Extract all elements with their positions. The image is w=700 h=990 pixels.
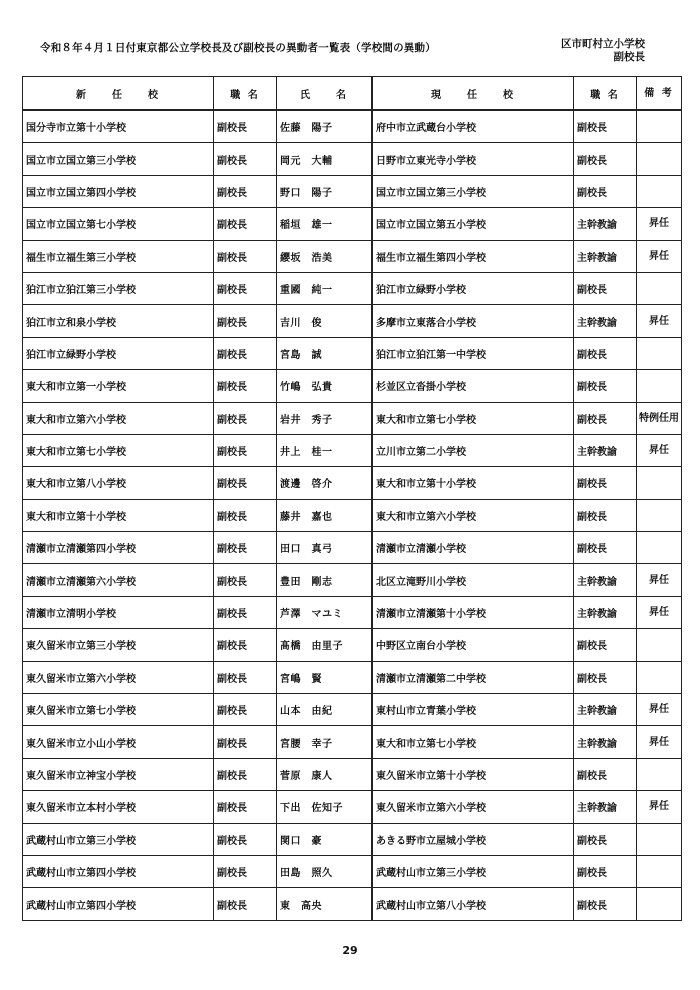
current-position-cell: 副校長 <box>574 758 637 790</box>
current-position-cell: 主幹教諭 <box>574 564 637 596</box>
new-school-cell: 国立市立国立第七小学校 <box>23 208 214 240</box>
remarks-cell: 昇任 <box>637 564 682 596</box>
new-position-cell: 副校長 <box>214 337 277 369</box>
table-row <box>23 596 682 628</box>
new-position-cell: 副校長 <box>214 240 277 272</box>
name-cell: 東 高央 <box>277 888 373 920</box>
remarks-cell: 昇任 <box>637 596 682 628</box>
current-position-cell: 主幹教諭 <box>574 240 637 272</box>
remarks-cell: 特例任用 <box>637 402 682 434</box>
table-row <box>23 143 682 175</box>
new-school-cell: 東久留米市立第三小学校 <box>23 629 214 661</box>
current-school-cell: 武蔵村山市立第三小学校 <box>372 855 574 887</box>
remarks-cell <box>637 110 682 143</box>
header-new-school: 新 任 校 <box>23 77 214 111</box>
current-position-cell: 主幹教諭 <box>574 305 637 337</box>
new-position-cell: 副校長 <box>214 208 277 240</box>
new-position-cell: 副校長 <box>214 888 277 920</box>
remarks-cell <box>637 143 682 175</box>
new-position-cell: 副校長 <box>214 532 277 564</box>
remarks-cell <box>637 175 682 207</box>
document-title: 令和８年４月１日付東京都公立学校長及び副校長の異動者一覧表（学校間の異動） <box>40 42 436 54</box>
remarks-cell <box>637 272 682 304</box>
table-row <box>23 758 682 790</box>
current-school-cell: 東久留米市立第十小学校 <box>372 758 574 790</box>
current-school-cell: 東大和市立第七小学校 <box>372 402 574 434</box>
new-school-cell: 武蔵村山市立第三小学校 <box>23 823 214 855</box>
remarks-cell <box>637 337 682 369</box>
name-cell: 宮嶋 賢 <box>277 661 373 693</box>
current-position-cell: 副校長 <box>574 402 637 434</box>
current-school-cell: 清瀬市立清瀬第二中学校 <box>372 661 574 693</box>
current-school-cell: 国立市立国立第五小学校 <box>372 208 574 240</box>
name-cell: 下出 佐知子 <box>277 791 373 823</box>
new-position-cell: 副校長 <box>214 499 277 531</box>
table-row <box>23 337 682 369</box>
table-row <box>23 855 682 887</box>
transfer-table <box>22 76 682 921</box>
new-school-cell: 清瀬市立清瀬第四小学校 <box>23 532 214 564</box>
current-position-cell: 副校長 <box>574 370 637 402</box>
current-position-cell: 副校長 <box>574 337 637 369</box>
current-school-cell: 東村山市立青葉小学校 <box>372 694 574 726</box>
new-school-cell: 狛江市立緑野小学校 <box>23 337 214 369</box>
current-school-cell: 狛江市立緑野小学校 <box>372 272 574 304</box>
current-position-cell: 主幹教諭 <box>574 434 637 466</box>
new-position-cell: 副校長 <box>214 143 277 175</box>
name-cell: 野口 陽子 <box>277 175 373 207</box>
current-school-cell: 国立市立国立第三小学校 <box>372 175 574 207</box>
table-row <box>23 791 682 823</box>
new-school-cell: 東久留米市立小山小学校 <box>23 726 214 758</box>
remarks-cell <box>637 888 682 920</box>
page-number: 29 <box>342 944 358 957</box>
new-position-cell: 副校長 <box>214 694 277 726</box>
table-row <box>23 208 682 240</box>
current-position-cell: 副校長 <box>574 629 637 661</box>
current-school-cell: 中野区立南台小学校 <box>372 629 574 661</box>
remarks-cell <box>637 855 682 887</box>
current-position-cell: 副校長 <box>574 532 637 564</box>
remarks-cell: 昇任 <box>637 208 682 240</box>
table-row <box>23 240 682 272</box>
new-school-cell: 国分寺市立第十小学校 <box>23 110 214 143</box>
current-school-cell: 立川市立第二小学校 <box>372 434 574 466</box>
name-cell: 稲垣 雄一 <box>277 208 373 240</box>
new-position-cell: 副校長 <box>214 596 277 628</box>
current-position-cell: 主幹教諭 <box>574 208 637 240</box>
current-position-cell: 副校長 <box>574 823 637 855</box>
new-school-cell: 狛江市立狛江第三小学校 <box>23 272 214 304</box>
current-school-cell: 狛江市立狛江第一中学校 <box>372 337 574 369</box>
name-cell: 岩井 秀子 <box>277 402 373 434</box>
name-cell: 豊田 剛志 <box>277 564 373 596</box>
table-row <box>23 499 682 531</box>
table-row <box>23 467 682 499</box>
remarks-cell <box>637 370 682 402</box>
current-position-cell: 副校長 <box>574 143 637 175</box>
current-position-cell: 副校長 <box>574 467 637 499</box>
name-cell: 田島 照久 <box>277 855 373 887</box>
table-row <box>23 532 682 564</box>
table-row <box>23 694 682 726</box>
new-school-cell: 東大和市立第十小学校 <box>23 499 214 531</box>
name-cell: 関口 豪 <box>277 823 373 855</box>
header-current-position: 職 名 <box>574 77 637 111</box>
name-cell: 宮腰 幸子 <box>277 726 373 758</box>
new-school-cell: 東大和市立第七小学校 <box>23 434 214 466</box>
table-row <box>23 726 682 758</box>
category-line-2: 副校長 <box>613 51 645 63</box>
name-cell: 宮島 誠 <box>277 337 373 369</box>
remarks-cell: 昇任 <box>637 791 682 823</box>
new-position-cell: 副校長 <box>214 758 277 790</box>
name-cell: 重國 純一 <box>277 272 373 304</box>
new-position-cell: 副校長 <box>214 175 277 207</box>
header-name: 氏 名 <box>277 77 373 111</box>
name-cell: 菅原 康人 <box>277 758 373 790</box>
current-position-cell: 副校長 <box>574 888 637 920</box>
current-position-cell: 副校長 <box>574 661 637 693</box>
remarks-cell <box>637 823 682 855</box>
header-remarks: 備 考 <box>637 77 682 111</box>
remarks-cell: 昇任 <box>637 434 682 466</box>
current-position-cell: 主幹教諭 <box>574 791 637 823</box>
new-school-cell: 東久留米市立第六小学校 <box>23 661 214 693</box>
new-school-cell: 東久留米市立本村小学校 <box>23 791 214 823</box>
current-position-cell: 副校長 <box>574 272 637 304</box>
remarks-cell <box>637 758 682 790</box>
current-school-cell: 杉並区立沓掛小学校 <box>372 370 574 402</box>
current-position-cell: 副校長 <box>574 855 637 887</box>
table-row <box>23 305 682 337</box>
remarks-cell <box>637 499 682 531</box>
current-school-cell: 日野市立東光寺小学校 <box>372 143 574 175</box>
new-school-cell: 清瀬市立清瀬第六小学校 <box>23 564 214 596</box>
table-header-row <box>23 77 682 111</box>
name-cell: 芦澤 マユミ <box>277 596 373 628</box>
new-position-cell: 副校長 <box>214 629 277 661</box>
current-position-cell: 主幹教諭 <box>574 596 637 628</box>
table-row <box>23 370 682 402</box>
current-position-cell: 副校長 <box>574 110 637 143</box>
header-current-school: 現 任 校 <box>372 77 574 111</box>
current-position-cell: 主幹教諭 <box>574 726 637 758</box>
current-school-cell: 多摩市立東落合小学校 <box>372 305 574 337</box>
new-school-cell: 国立市立国立第三小学校 <box>23 143 214 175</box>
remarks-cell: 昇任 <box>637 305 682 337</box>
name-cell: 竹嶋 弘貴 <box>277 370 373 402</box>
current-school-cell: 清瀬市立清瀬第十小学校 <box>372 596 574 628</box>
table-row <box>23 564 682 596</box>
table-row <box>23 888 682 920</box>
new-school-cell: 東大和市立第一小学校 <box>23 370 214 402</box>
remarks-cell: 昇任 <box>637 240 682 272</box>
new-position-cell: 副校長 <box>214 402 277 434</box>
remarks-cell <box>637 467 682 499</box>
current-school-cell: あきる野市立屋城小学校 <box>372 823 574 855</box>
current-school-cell: 東大和市立第七小学校 <box>372 726 574 758</box>
new-position-cell: 副校長 <box>214 434 277 466</box>
current-school-cell: 東久留米市立第六小学校 <box>372 791 574 823</box>
current-school-cell: 府中市立武蔵台小学校 <box>372 110 574 143</box>
new-position-cell: 副校長 <box>214 661 277 693</box>
remarks-cell <box>637 629 682 661</box>
new-school-cell: 武蔵村山市立第四小学校 <box>23 888 214 920</box>
new-position-cell: 副校長 <box>214 564 277 596</box>
name-cell: 井上 桂一 <box>277 434 373 466</box>
table-row <box>23 629 682 661</box>
name-cell: 岡元 大輔 <box>277 143 373 175</box>
new-position-cell: 副校長 <box>214 305 277 337</box>
new-position-cell: 副校長 <box>214 855 277 887</box>
new-position-cell: 副校長 <box>214 467 277 499</box>
name-cell: 吉川 俊 <box>277 305 373 337</box>
new-school-cell: 狛江市立和泉小学校 <box>23 305 214 337</box>
new-position-cell: 副校長 <box>214 272 277 304</box>
new-school-cell: 東久留米市立第七小学校 <box>23 694 214 726</box>
name-cell: 田口 真弓 <box>277 532 373 564</box>
new-school-cell: 福生市立福生第三小学校 <box>23 240 214 272</box>
new-school-cell: 清瀬市立清明小学校 <box>23 596 214 628</box>
name-cell: 佐藤 陽子 <box>277 110 373 143</box>
table-row <box>23 272 682 304</box>
new-school-cell: 国立市立国立第四小学校 <box>23 175 214 207</box>
remarks-cell: 昇任 <box>637 694 682 726</box>
table-row <box>23 110 682 143</box>
current-school-cell: 東大和市立第十小学校 <box>372 467 574 499</box>
current-school-cell: 武蔵村山市立第八小学校 <box>372 888 574 920</box>
remarks-cell: 昇任 <box>637 726 682 758</box>
new-school-cell: 東大和市立第八小学校 <box>23 467 214 499</box>
new-position-cell: 副校長 <box>214 110 277 143</box>
new-school-cell: 東大和市立第六小学校 <box>23 402 214 434</box>
new-school-cell: 武蔵村山市立第四小学校 <box>23 855 214 887</box>
name-cell: 藤井 嘉也 <box>277 499 373 531</box>
name-cell: 山本 由紀 <box>277 694 373 726</box>
category-label <box>561 38 645 64</box>
category-line-1: 区市町村立小学校 <box>561 38 645 50</box>
new-position-cell: 副校長 <box>214 726 277 758</box>
current-position-cell: 副校長 <box>574 499 637 531</box>
table-row <box>23 434 682 466</box>
current-position-cell: 主幹教諭 <box>574 694 637 726</box>
current-position-cell: 副校長 <box>574 175 637 207</box>
current-school-cell: 清瀬市立清瀬小学校 <box>372 532 574 564</box>
new-position-cell: 副校長 <box>214 370 277 402</box>
new-position-cell: 副校長 <box>214 823 277 855</box>
new-position-cell: 副校長 <box>214 791 277 823</box>
table-row <box>23 175 682 207</box>
name-cell: 纓坂 浩美 <box>277 240 373 272</box>
table-row <box>23 402 682 434</box>
current-school-cell: 福生市立福生第四小学校 <box>372 240 574 272</box>
name-cell: 渡邊 啓介 <box>277 467 373 499</box>
name-cell: 髙橋 由里子 <box>277 629 373 661</box>
current-school-cell: 東大和市立第六小学校 <box>372 499 574 531</box>
remarks-cell <box>637 661 682 693</box>
remarks-cell <box>637 532 682 564</box>
current-school-cell: 北区立滝野川小学校 <box>372 564 574 596</box>
new-school-cell: 東久留米市立神宝小学校 <box>23 758 214 790</box>
table-row <box>23 661 682 693</box>
header-new-position: 職 名 <box>214 77 277 111</box>
table-row <box>23 823 682 855</box>
